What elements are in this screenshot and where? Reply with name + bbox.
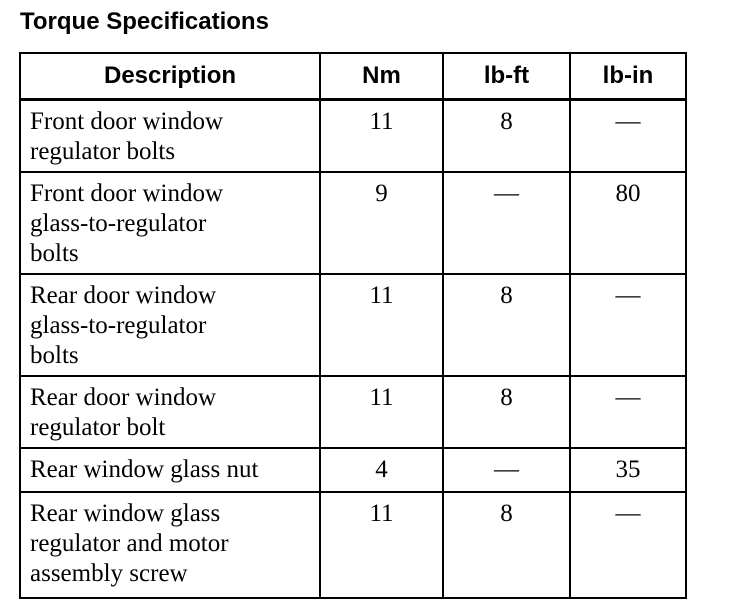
nm-cell: 11 [320, 100, 443, 173]
nm-cell: 11 [320, 274, 443, 376]
nm-cell: 4 [320, 448, 443, 492]
lb-ft-cell: 8 [443, 376, 570, 448]
lb-in-cell: — [570, 100, 686, 173]
table-row [20, 448, 686, 492]
header-lb-ft: lb-ft [443, 53, 570, 100]
table-row [20, 376, 686, 448]
table-row [20, 100, 686, 173]
description-cell: Front door window glass-to-regulator bolts [20, 172, 320, 274]
header-description: Description [20, 53, 320, 100]
lb-in-cell: 80 [570, 172, 686, 274]
description-cell: Rear door window regulator bolt [20, 376, 320, 448]
table-header-row [20, 53, 686, 100]
nm-cell: 9 [320, 172, 443, 274]
lb-in-cell: 35 [570, 448, 686, 492]
lb-in-cell: — [570, 492, 686, 598]
header-lb-in: lb-in [570, 53, 686, 100]
lb-ft-cell: — [443, 172, 570, 274]
lb-ft-cell: 8 [443, 100, 570, 173]
lb-ft-cell: 8 [443, 274, 570, 376]
lb-ft-cell: — [443, 448, 570, 492]
description-cell: Rear window glass regulator and motor assembly screw [20, 492, 320, 598]
torque-spec-table [19, 52, 687, 599]
table-row [20, 492, 686, 598]
page-title: Torque Specifications [20, 8, 269, 35]
table-row [20, 274, 686, 376]
description-cell: Front door window regulator bolts [20, 100, 320, 173]
lb-ft-cell: 8 [443, 492, 570, 598]
description-cell: Rear window glass nut [20, 448, 320, 492]
nm-cell: 11 [320, 376, 443, 448]
table-row [20, 172, 686, 274]
header-nm: Nm [320, 53, 443, 100]
lb-in-cell: — [570, 376, 686, 448]
description-cell: Rear door window glass-to-regulator bolts [20, 274, 320, 376]
nm-cell: 11 [320, 492, 443, 598]
lb-in-cell: — [570, 274, 686, 376]
